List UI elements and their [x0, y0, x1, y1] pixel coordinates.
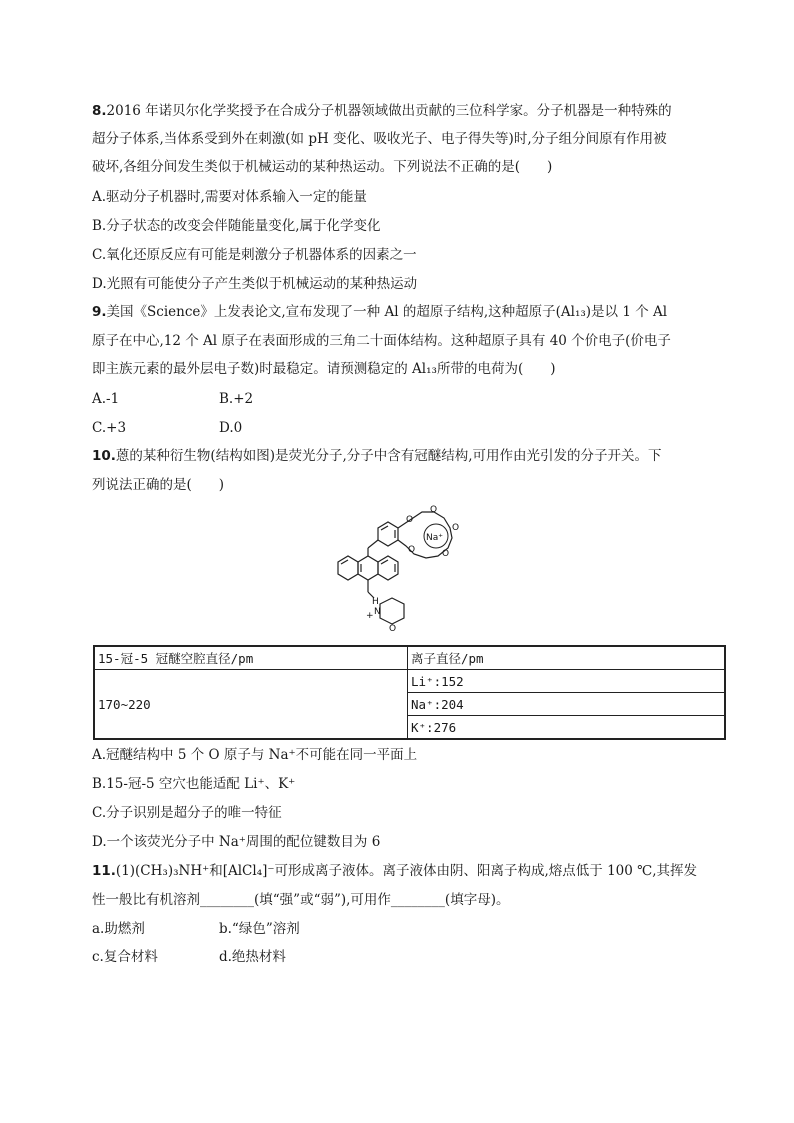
molecule-structure-diagram: [318, 500, 478, 640]
cell-k-diameter: K⁺:276: [408, 716, 726, 740]
q8-stem-2: 超分子体系,当体系受到外在刺激(如 pH 变化、吸收光子、电子得失等)时,分子组分间原有作用被: [92, 131, 667, 147]
q10-option-a: A.冠醚结构中 5 个 O 原子与 Na⁺不可能在同一平面上: [92, 747, 418, 763]
cell-cavity-range: 170~220: [94, 670, 408, 740]
cell-li-diameter: Li⁺:152: [408, 670, 726, 693]
table-row: [94, 646, 725, 670]
crown-oxygen-5: O: [408, 545, 416, 555]
q9-option-b: B.+2: [219, 391, 254, 407]
q8-line-1: [92, 101, 672, 121]
q10-option-c: C.分子识别是超分子的唯一特征: [92, 805, 282, 821]
q8-stem-3: 破坏,各组分间发生类似于机械运动的某种热运动。下列说法不正确的是( ): [92, 159, 553, 175]
crown-oxygen-2: O: [430, 505, 438, 515]
q11-option-d: d.绝热材料: [219, 949, 286, 965]
q10-option-b: B.15-冠-5 空穴也能适配 Li⁺、K⁺: [92, 776, 296, 792]
q8-number: 8.: [92, 103, 107, 119]
q11-option-c: c.复合材料: [92, 949, 158, 965]
crown-oxygen-4: O: [442, 549, 450, 559]
q10-option-d: D.一个该荧光分子中 Na⁺周围的配位键数目为 6: [92, 834, 381, 850]
q9-stem-3: 即主族元素的最外层电子数)时最稳定。请预测稳定的 Al₁₃所带的电荷为( ): [92, 361, 556, 377]
crown-oxygen-1: O: [406, 515, 414, 525]
q9-stem-1: 美国《Science》上发表论文,宣布发现了一种 Al 的超原子结构,这种超原子(Al₁₃)是以 1 个 Al: [106, 304, 668, 320]
q10-number: 10.: [92, 448, 116, 464]
header-cavity-diameter: 15-冠-5 冠醚空腔直径/pm: [94, 646, 408, 670]
q8-stem-1: 2016 年诺贝尔化学奖授予在合成分子机器领域做出贡献的三位科学家。分子机器是一种特殊的: [106, 103, 672, 119]
q8-option-a: A.驱动分子机器时,需要对体系输入一定的能量: [92, 189, 367, 205]
q8-option-d: D.光照有可能使分子产生类似于机械运动的某种热运动: [92, 276, 418, 292]
q10-stem-2: 列说法正确的是( ): [92, 477, 225, 493]
q11-line-1: [92, 861, 697, 881]
header-ion-diameter: 离子直径/pm: [408, 646, 726, 670]
na-ion-label: Na⁺: [426, 533, 443, 543]
q11-stem-1: (1)(CH₃)₃NH⁺和[AlCl₄]⁻可形成离子液体。离子液体由阴、阳离子构成,熔点低于 100 ℃,其挥发: [115, 863, 698, 879]
q11-number: 11.: [92, 863, 116, 879]
q8-option-b: B.分子状态的改变会伴随能量变化,属于化学变化: [92, 218, 381, 234]
q10-line-1: [92, 446, 662, 466]
amine-n-label: N: [374, 607, 381, 617]
table-row: [94, 670, 725, 693]
q9-option-c: C.+3: [92, 420, 127, 436]
q8-option-c: C.氧化还原反应有可能是刺激分子机器体系的因素之一: [92, 247, 417, 263]
q9-option-a: A.-1: [92, 391, 120, 407]
crown-ether-table: [93, 645, 726, 740]
crown-oxygen-3: O: [452, 523, 460, 533]
morpholine-oxygen: O: [389, 624, 397, 634]
q9-option-d: D.0: [219, 420, 243, 436]
q10-stem-1: 蒽的某种衍生物(结构如图)是荧光分子,分子中含有冠醚结构,可用作由光引发的分子开关。下: [115, 448, 662, 464]
q9-line-1: [92, 302, 667, 322]
amine-plus-label: +: [366, 611, 374, 621]
cell-na-diameter: Na⁺:204: [408, 693, 726, 716]
amine-h-label: H: [372, 597, 379, 607]
q11-option-a: a.助燃剂: [92, 921, 145, 937]
q9-number: 9.: [92, 304, 107, 320]
q9-stem-2: 原子在中心,12 个 Al 原子在表面形成的三角二十面体结构。这种超原子具有 40 个价电子(价电子: [92, 333, 671, 349]
q11-option-b: b.“绿色”溶剂: [219, 921, 300, 937]
q11-stem-2: 性一般比有机溶剂________(填“强”或“弱”),可用作________(填字母)。: [92, 892, 510, 908]
